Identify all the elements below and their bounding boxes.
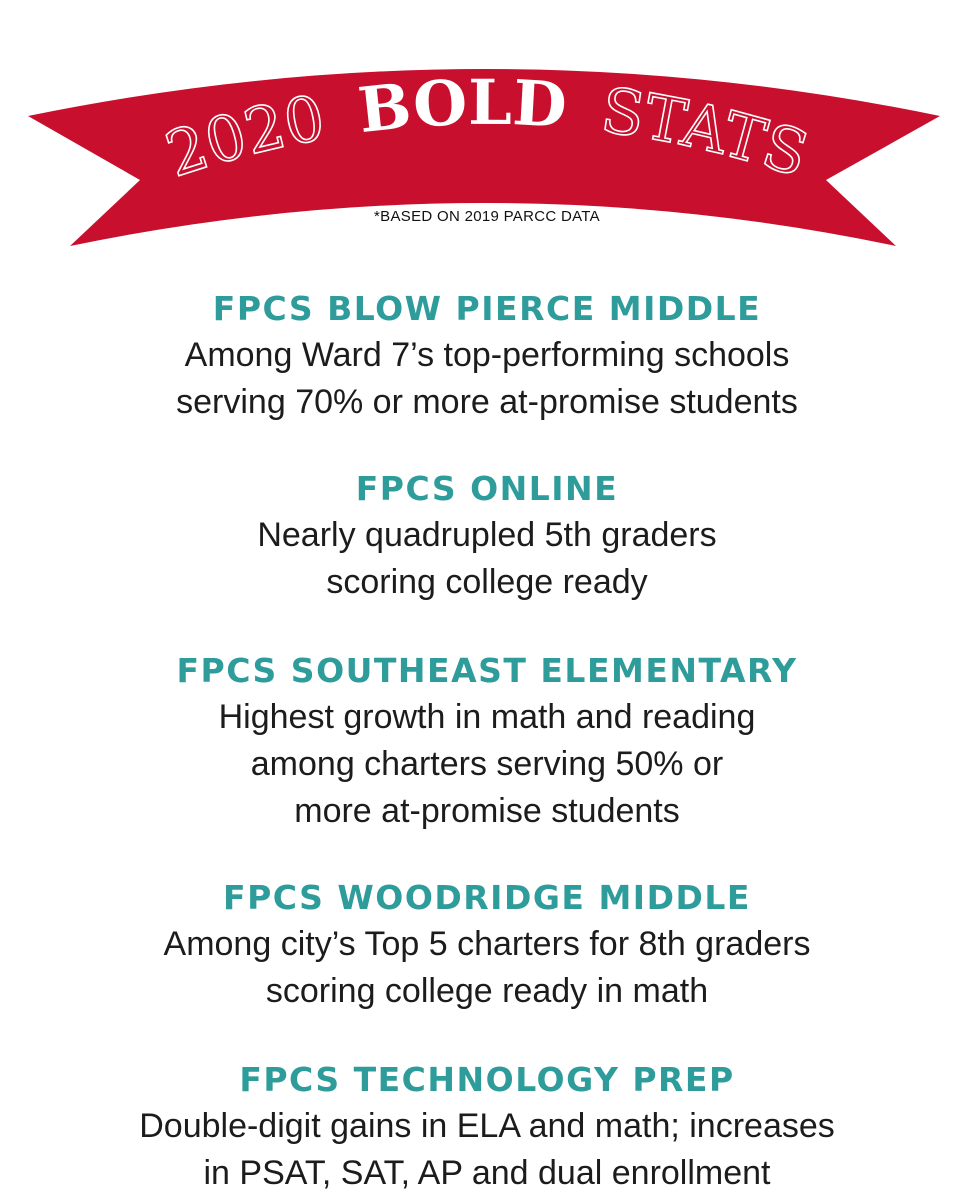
- stat-line: Among city’s Top 5 charters for 8th graders: [163, 925, 811, 963]
- stat-description: [0, 921, 974, 1015]
- stats-list: [0, 286, 974, 1197]
- title-light: STATS: [596, 73, 817, 192]
- stat-description: [0, 694, 974, 835]
- stat-line: Highest growth in math and reading: [218, 698, 756, 736]
- stat-description: [0, 512, 974, 606]
- stat-technology-prep: [0, 1057, 974, 1197]
- stat-line: serving 70% or more at-promise students: [176, 383, 798, 421]
- banner-ribbon: [0, 0, 974, 270]
- title-bold: BOLD: [354, 65, 569, 148]
- stat-line: more at-promise students: [294, 792, 680, 830]
- stat-heading: FPCS ONLINE: [355, 469, 619, 508]
- stat-online: [0, 466, 974, 606]
- stat-heading: FPCS SOUTHEAST ELEMENTARY: [176, 651, 798, 690]
- stat-heading: FPCS TECHNOLOGY PREP: [239, 1060, 735, 1099]
- stat-line: in PSAT, SAT, AP and dual enrollment: [203, 1154, 771, 1192]
- stat-southeast: [0, 648, 974, 835]
- stat-line: Among Ward 7’s top-performing schools: [184, 336, 790, 374]
- stat-line: among charters serving 50% or: [250, 745, 724, 783]
- stat-heading: FPCS WOODRIDGE MIDDLE: [223, 878, 751, 917]
- stat-description: [0, 332, 974, 426]
- stat-heading: FPCS BLOW PIERCE MIDDLE: [212, 289, 762, 328]
- stat-line: Nearly quadrupled 5th graders: [257, 516, 717, 554]
- stat-line: scoring college ready in math: [265, 972, 709, 1010]
- stat-woodridge: [0, 875, 974, 1015]
- stat-blow-pierce: [0, 286, 974, 426]
- banner-footnote: *BASED ON 2019 PARCC DATA: [374, 208, 600, 225]
- stat-description: [0, 1103, 974, 1197]
- title-banner: [0, 0, 974, 270]
- stat-line: scoring college ready: [326, 563, 648, 601]
- title-year: 2020: [157, 80, 331, 192]
- stat-line: Double-digit gains in ELA and math; increases: [139, 1107, 835, 1145]
